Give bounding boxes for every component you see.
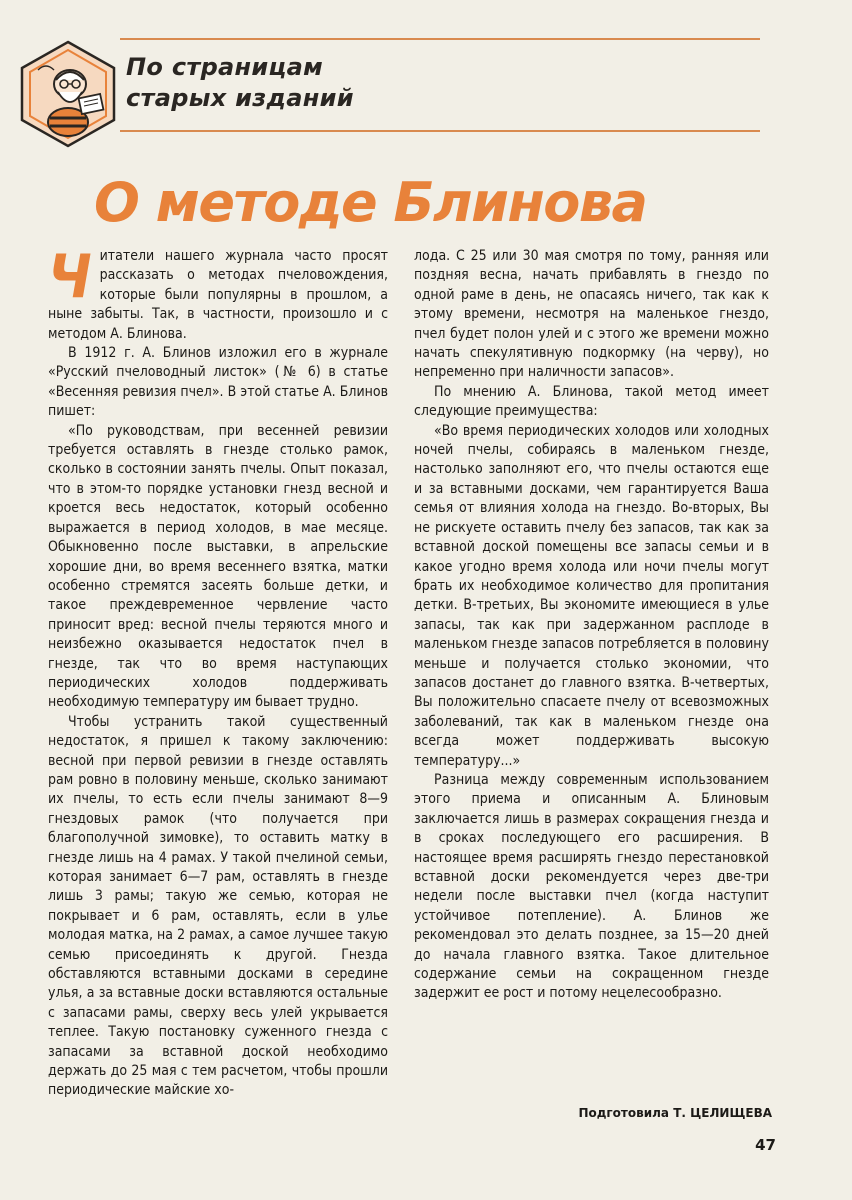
paragraph: «Во время периодических холодов или холодных ночей пчелы, собираясь в маленьком гнезде, настолько заполняют его, что пчелы остаются еще и за вставными досками, чем гарантируется Ваша семья от влияния холода на гнездо. Во-вторых, Вы не рискуете оставить пчелу без запасов, так как за вставной доской помещены все запасы семьи и в какое угодно время холода или ночи пчелы могут брать их необходимое количество для пропитания детки. В-третьих, Вы экономите имеющиеся в улье запасы, так как при задержанном расплоде в маленьком гнезде запасов потребляется в половину меньше и получается столько экономии, что запасов достанет до главного взятка. В-четвертых, Вы положительно спасаете пчелу от всевозможных заболеваний, так как в маленьком гнезде она всегда может поддерживать высокую температуру...» [414, 422, 769, 769]
paragraph: Разница между современным использованием этого приема и описанным А. Блиновым заключается лишь в размерах сокращения гнезда и в сроках последующего его расширения. В настоящее время расширять гнездо перестановкой вставной доски рекомендуется через две-три недели после выставки пчел (когда наступит устойчивое потепление). А. Блинов же рекомендовал это делать позднее, за 15—20 дней до начала главного взятка. Такое длительное содержание семьи на сокращенном гнезде задержит ее рост и потому нецелесообразно. [414, 771, 769, 1002]
paragraph-intro-text: итатели нашего журнала часто просят рассказать о методах пчеловождения, которые были популярны в прошлом, а ныне забыты. Так, в частности, произошло и с методом А. Блинова. [48, 248, 388, 342]
page-number: 47 [755, 1136, 776, 1154]
paragraph: «По руководствам, при весенней ревизии требуется оставлять в гнезде столько рамок, сколько в состоянии занять пчелы. Опыт показал, что в этом-то порядке установки гнезд весной и кроется весь недостаток, который особенно выражается в период холодов, в мае месяце. Обыкновенно после выставки, в апрельские хорошие дни, во время весеннего взятка, матки особенно стремятся засеять больше детки, и такое преждевременное червление часто приносит вред: весной пчелы теряются много и неизбежно оказывается недостаток пчел в гнезде, так что во время наступающих периодических холодов поддерживать необходимую температуру им бывает трудно. [48, 422, 388, 711]
beekeeper-reading-icon [18, 40, 118, 148]
paragraph: По мнению А. Блинова, такой метод имеет следующие преимущества: [414, 383, 769, 420]
paragraph: лода. С 25 или 30 мая смотря по тому, ранняя или поздняя весна, начать прибавлять в гнездо по одной раме в день, не опасаясь ничего, так как к этому времени, несмотря на маленькое гнездо, пчел будет полон улей и с этого же времени можно начать спекулятивную подкормку (на черву), но непременно при наличности запасов». [414, 248, 769, 381]
drop-cap: Ч [48, 242, 92, 312]
header-top-rule [120, 38, 760, 40]
section-heading-line-1: По страницам [126, 53, 324, 81]
author-signature: Подготовила Т. ЦЕЛИЩЕВА [578, 1106, 772, 1120]
paragraph: Чтобы устранить такой существенный недостаток, я пришел к такому заключению: весной при первой ревизии в гнезде оставлять рам ровно в половину меньше, сколько занимают их пчелы, то есть если пчелы занимают 8—9 гнездовых рамок (что получается при благополучной зимовке), то оставить матку в гнезде лишь на 4 рамах. У такой пчелиной семьи, которая занимает 6—7 рам, оставлять в гнезде лишь 3 рамы; такую же семью, которая не покрывает и 6 рам, оставлять, если в улье молодая матка, на 2 рамах, а самое лучшее такую семью присоединять к другой. Гнезда обставляются вставными досками в середине улья, а за вставные доски вставляются остальные с запасами рамы, сверху весь улей укрывается теплее. Такую постановку суженного гнезда с запасами за вставной доской необходимо держать до 25 мая с тем расчетом, чтобы прошли периодические майские хо- [48, 713, 388, 1099]
paragraph: В 1912 г. А. Блинов изложил его в журнале «Русский пчеловодный листок» (№ 6) в статье «Весенняя ревизия пчел». В этой статье А. Блинов пишет: [48, 345, 388, 420]
section-heading-line-2: старых изданий [126, 84, 354, 112]
paragraph-intro [48, 242, 388, 344]
right-column [414, 247, 769, 1004]
article-title: О методе Блинова [94, 171, 647, 234]
section-heading [126, 52, 354, 114]
header-bottom-rule [120, 130, 760, 132]
left-column [48, 242, 388, 1101]
